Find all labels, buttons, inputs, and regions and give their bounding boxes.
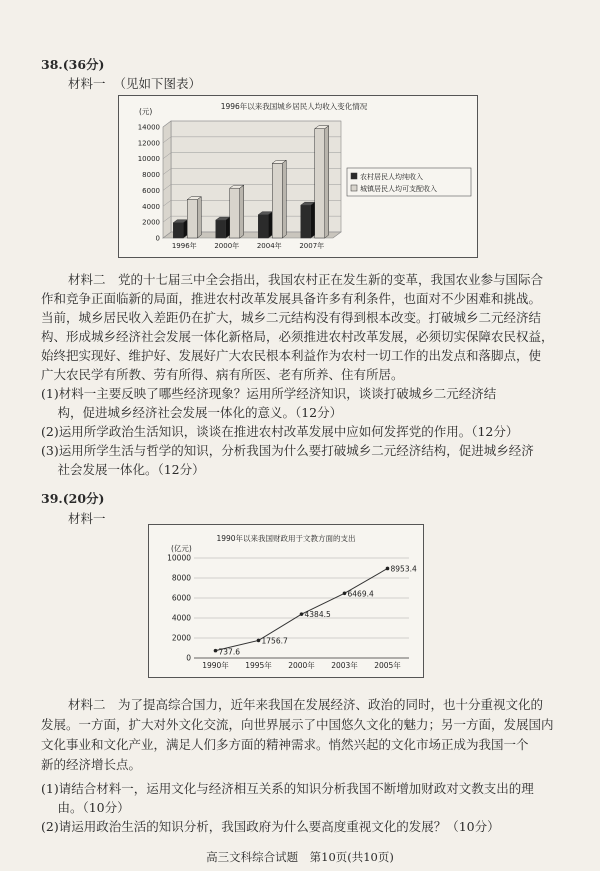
chart2-data-label: 8953.4 <box>390 564 417 574</box>
q38-m2-line-2: 当前，城乡居民收入差距仍在扩大，城乡二元结构没有得到根本改变。打破城乡二元经济结 <box>41 310 542 325</box>
chart1-xtick-label: 2007年 <box>299 242 325 250</box>
chart2-ytick-label: 6000 <box>171 593 191 603</box>
chart1-bar-urban <box>272 160 286 238</box>
chart1-ytick-label: 8000 <box>142 171 160 180</box>
chart1-xtick-label: 1996年 <box>171 242 197 250</box>
chart2-xtick-label: 2000年 <box>288 661 315 670</box>
q39-question-1: (1)请结合材料一，运用文化与经济相互关系的知识分析我国不断增加财政对文教支出的理 <box>41 781 534 796</box>
chart1-legend-label: 城镇居民人均可支配收入 <box>360 185 437 193</box>
chart1-frame <box>118 95 478 258</box>
chart2-xtick-label: 2005年 <box>374 661 401 670</box>
chart1-bar-rural <box>258 212 272 238</box>
q38-material1 <box>68 76 201 92</box>
chart1-bar-rural <box>216 217 230 238</box>
q38-question-3: (3)运用所学生活与哲学的知识，分析我国为什么要打破城乡二元经济结构，促进城乡经济 <box>41 443 534 458</box>
q38-header <box>41 57 104 73</box>
q38-material1-note: （见如下图表） <box>113 76 202 91</box>
q39-m2-line-2: 文化事业和文化产业，满足人们多方面的精神需求。悄然兴起的文化市场正成为我国一个 <box>41 737 529 752</box>
chart2-xtick-label: 1990年 <box>202 661 229 670</box>
q38-m2-line-4: 始终把实现好、维护好、发展好广大农民根本利益作为农村一切工作的出发点和落脚点，使 <box>41 348 542 363</box>
chart1-title: 1996年以来我国城乡居民人均收入变化情况 <box>220 102 368 111</box>
q39-question-1-cont: 由。（10分） <box>41 800 130 815</box>
q38-question-1-cont: 构，促进城乡经济社会发展一体化的意义。（12分） <box>41 405 343 420</box>
chart1-ytick-label: 10000 <box>137 155 160 164</box>
q38-m2-line-3: 构、形成城乡经济社会发展一体化新格局，必须推进农村改革发展，必须切实保障农民权益， <box>41 329 554 344</box>
chart2-point <box>386 567 390 571</box>
q39-points: (20分) <box>62 491 105 506</box>
q39-number: 39. <box>41 491 63 506</box>
q38-question-2: (2)运用所学政治生活知识，谈谈在推进农村改革发展中应如何发挥党的作用。（12分） <box>41 424 519 439</box>
chart1-legend-label: 农村居民人均纯收入 <box>360 173 423 181</box>
q38-number: 38. <box>41 57 63 72</box>
chart2-data-label: 4384.5 <box>304 610 331 620</box>
chart1-ytick-label: 6000 <box>142 186 160 195</box>
chart1-ytick-label: 4000 <box>142 202 160 211</box>
q38-material1-label: 材料一 <box>68 76 106 91</box>
chart1-xtick-label: 2000年 <box>214 242 240 250</box>
chart1-legend-swatch <box>351 173 357 179</box>
q38-points: (36分) <box>62 57 105 72</box>
q38-question-1: (1)材料一主要反映了哪些经济现象？运用所学经济知识，谈谈打破城乡二元经济结 <box>41 386 497 401</box>
chart1-ytick-label: 14000 <box>137 123 160 132</box>
chart2-point <box>214 649 218 653</box>
chart2-line <box>216 568 388 650</box>
q39-material1-label: 材料一 <box>68 511 106 526</box>
chart2-ytick-label: 0 <box>186 653 191 663</box>
chart2-data-label: 737.6 <box>218 647 240 657</box>
chart2-data-label: 1756.7 <box>261 636 288 646</box>
q39-m2-line-0: 材料二 为了提高综合国力，近年来我国在发展经济、政治的同时，也十分重视文化的 <box>68 697 544 712</box>
chart1-ytick-label: 12000 <box>137 139 160 148</box>
chart1-legend-swatch <box>351 185 357 191</box>
q38-m2-line-5: 广大农民学有所教、劳有所得、病有所医、老有所养、住有所居。 <box>41 367 404 382</box>
chart2-line-chart <box>149 525 423 677</box>
q39-question-2: (2)请运用政治生活的知识分析，我国政府为什么要高度重视文化的发展？（10分） <box>41 819 500 834</box>
q39-m2-line-3: 新的经济增长点。 <box>41 757 142 772</box>
chart1-side-wall <box>163 121 171 238</box>
page-footer: 高三文科综合试题 第10页(共10页) <box>206 850 394 864</box>
chart2-ytick-label: 4000 <box>171 613 191 623</box>
q39-m2-line-1: 发展。一方面，扩大对外文化交流，向世界展示了中国悠久文化的魅力；另一方面，发展国内 <box>41 717 554 732</box>
chart1-bar-rural <box>301 202 315 238</box>
chart1-ytick-label: 0 <box>155 234 160 243</box>
chart1-bar-urban <box>315 126 329 238</box>
chart2-xtick-label: 2003年 <box>331 661 358 670</box>
chart1-bar-chart <box>119 96 477 257</box>
chart2-point <box>257 639 261 643</box>
q38-m2-line-1: 作和竞争正面临新的局面，推进农村改革发展具备许多有利条件，也面对不少困难和挑战。 <box>41 291 542 306</box>
chart2-ytick-label: 8000 <box>171 573 191 583</box>
chart1-ytick-label: 2000 <box>142 218 160 227</box>
chart2-point <box>343 592 347 596</box>
chart2-ylabel: (亿元) <box>171 544 192 553</box>
chart1-ylabel: (元) <box>139 107 153 116</box>
q39-header <box>41 491 104 507</box>
chart2-data-label: 6469.4 <box>347 589 374 599</box>
chart1-bar-urban <box>187 197 201 238</box>
chart2-ytick-label: 2000 <box>171 633 191 643</box>
chart2-point <box>300 612 304 616</box>
chart1-bar-rural <box>173 220 187 238</box>
chart2-xtick-label: 1995年 <box>245 661 272 670</box>
chart1-bar-urban <box>230 185 244 238</box>
q38-m2-line-0: 材料二 党的十七届三中全会指出，我国农村正在发生新的变革，我国农业参与国际合 <box>68 272 544 287</box>
chart2-title: 1990年以来我国财政用于文教方面的支出 <box>216 534 356 543</box>
chart2-ytick-label: 10000 <box>167 553 191 563</box>
chart1-xtick-label: 2004年 <box>256 242 282 250</box>
q38-question-3-cont: 社会发展一体化。（12分） <box>41 462 205 477</box>
chart2-frame <box>148 524 424 678</box>
